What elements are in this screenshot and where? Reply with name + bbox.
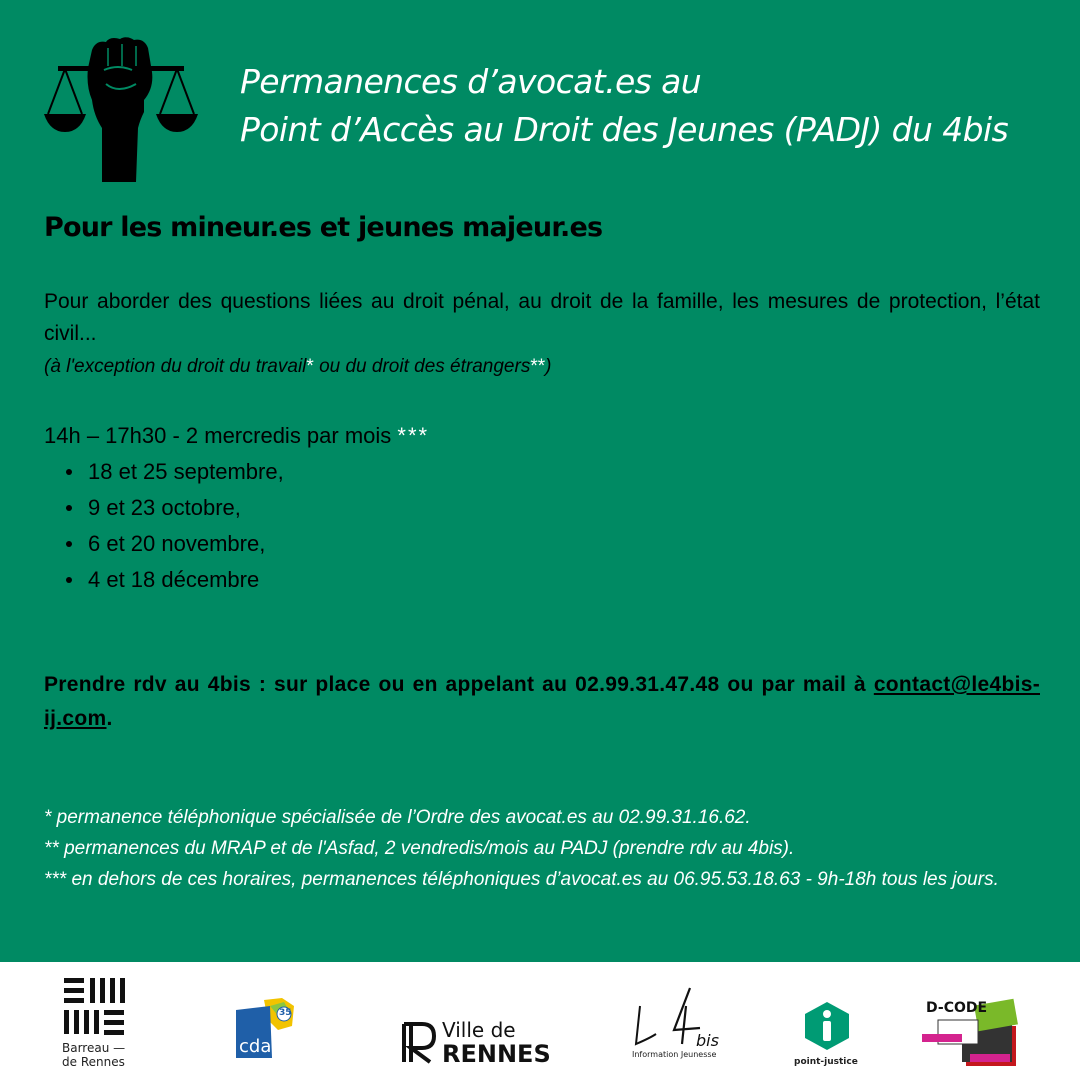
list-item [66,526,284,562]
svg-text:bis: bis [696,1031,719,1046]
rennes-r-icon [400,1020,438,1066]
date-label: 9 et 23 octobre, [88,495,241,520]
le4bis-logo [630,986,720,1076]
bullet-icon [66,577,72,583]
cdad-badge: 35 [279,1008,292,1018]
footnote-star-1: * [306,356,314,377]
email-link[interactable]: contact@le4bis-ij.com [44,673,1040,730]
title-line-2: Point d’Accès au Droit des Jeunes (PADJ) du 4bis [240,110,1009,149]
audience-heading: Pour les mineur.es et jeunes majeur.es [44,212,603,243]
cdad-logo [232,996,300,1060]
barreau-logo [60,974,140,1074]
dcode-label: D-CODE [926,1000,988,1016]
hours-text: 14h – 17h30 - 2 mercredis par mois [44,423,398,448]
footnote-1: * permanence téléphonique spécialisée de l’Ordre des avocat.es au 02.99.31.16.62. [44,807,751,828]
rennes-line-2: RENNES [442,1040,551,1068]
info-hexagon-icon [797,1000,857,1052]
le4bis-mark-icon [630,986,720,1046]
page-title [240,58,1070,154]
list-item [66,490,284,526]
appointment-text: Prendre rdv au 4bis : sur place ou en appelant au 02.99.31.47.48 ou par mail à [44,673,874,696]
point-justice-logo [794,1000,860,1072]
appointment-info [44,668,1040,736]
title-line-1: Permanences d’avocat.es au [240,62,702,101]
cdad-label: cdad [239,1036,283,1057]
footnote-2: ** permanences du MRAP et de l'Asfad, 2 vendredis/mois au PADJ (prendre rdv au 4bis). [44,838,795,859]
rennes-line-1: Ville de [442,1018,516,1042]
footnote-star-3: *** [397,423,430,448]
footnote-star-2: ** [530,356,546,377]
opening-hours [44,423,429,449]
ville-de-rennes-logo [400,1020,560,1070]
barreau-mark-icon [60,974,132,1036]
footnote-3: *** en dehors de ces horaires, permanences téléphoniques d’avocat.es au 06.95.53.18.63 - 9h-18h tous les jours. [44,869,999,890]
dates-list [66,454,284,598]
exception-mid: ou du droit des étrangers [313,356,531,377]
dcode-logo [916,990,1026,1070]
date-label: 6 et 20 novembre, [88,531,266,556]
bullet-icon [66,541,72,547]
exception-close: ) [545,356,552,377]
date-label: 18 et 25 septembre, [88,459,284,484]
partner-logos-bar [0,962,1080,1080]
list-item [66,454,284,490]
intro-paragraph: Pour aborder des questions liées au droit pénal, au droit de la famille, les mesures de protection, l’état civil... [44,290,1040,345]
exception-open: (à l'exception du droit du travail [44,356,307,377]
appointment-end: . [106,707,113,730]
exception-note [44,356,1040,378]
bullet-icon [66,505,72,511]
point-justice-label: point-justice [794,1057,858,1067]
date-label: 4 et 18 décembre [88,567,260,592]
barreau-line-2: de Rennes [62,1055,125,1069]
footnotes [44,802,1044,895]
fist-scales-of-justice-icon [40,36,202,182]
bullet-icon [66,469,72,475]
le4bis-sub: Information Jeunesse [632,1050,717,1059]
list-item [66,562,284,598]
barreau-line-1: Barreau — [62,1041,126,1055]
